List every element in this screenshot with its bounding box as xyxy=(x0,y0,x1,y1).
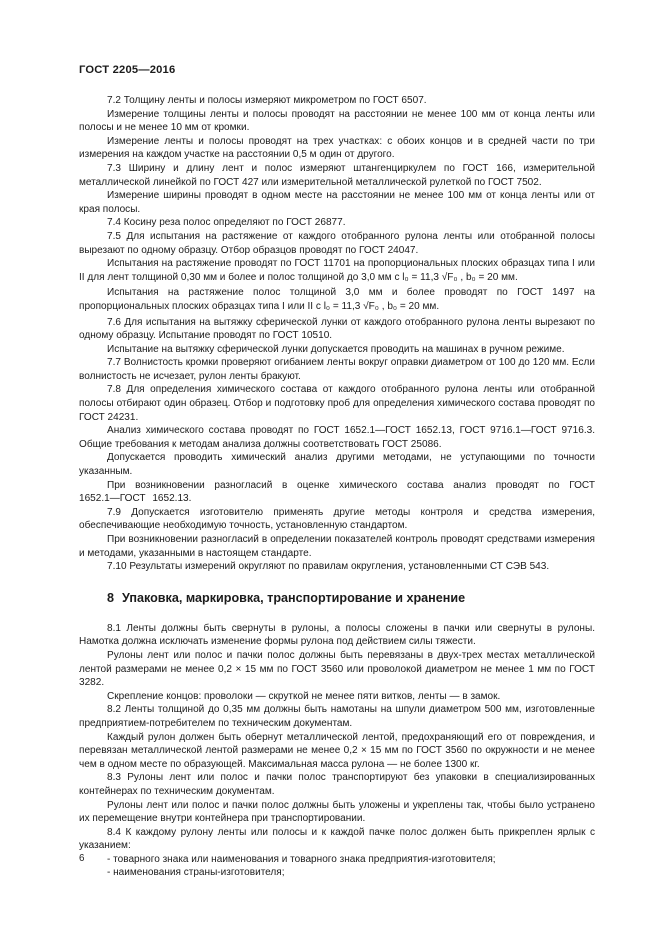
paragraph-7-3-a: Измерение ширины проводят в одном месте на расстоянии не менее 100 мм от конца ленты или от края полосы. xyxy=(79,190,595,215)
paragraph-8-3-a: Рулоны лент или полос и пачки полос должны быть уложены и укреплены так, чтобы было устранено их перемещение внутри контейнера при транспортировании. xyxy=(79,799,595,825)
standard-header: ГОСТ 2205—2016 xyxy=(79,64,176,76)
paragraph-7-8-a: Анализ химического состава проводят по ГОСТ 1652.1—ГОСТ 1652.13, ГОСТ 9716.1—ГОСТ 9716.3. Общие требования к методам анализа должны соответствовать ГОСТ 25086. xyxy=(79,425,595,450)
paragraph-7-10: 7.10 Результаты измерений округляют по правилам округления, установленными СТ СЭВ 543. xyxy=(107,561,550,573)
list-item: - товарного знака или наименования и товарного знака предприятия-изготовителя; xyxy=(107,853,496,865)
paragraph-7-2-b: Измерение ленты и полосы проводят на трех участках: с обоих концов и в средней части по три измерения на каждом участке на расстоянии 0,5 м один от другого. xyxy=(79,135,595,161)
paragraph-7-2: 7.2 Толщину ленты и полосы измеряют микрометром по ГОСТ 6507. xyxy=(107,95,427,106)
paragraph-7-4: 7.4 Косину реза полос определяют по ГОСТ 26877. xyxy=(107,217,346,229)
page-number: 6 xyxy=(79,853,85,864)
paragraph-7-7: 7.7 Волнистость кромки проверяют огибанием ленты вокруг оправки диаметром от 100 до 120 мм. Если волнистость не исчезает, рулон ленты бракуют. xyxy=(79,357,595,382)
paragraph-7-6: 7.6 Для испытания на вытяжку сферической лунки от каждого отобранного рулона ленты вырезают по одному образцу. Испытание проводят по ГОСТ 10510. xyxy=(79,316,595,342)
paragraph-8-1: 8.1 Ленты должны быть свернуты в рулоны, а полосы сложены в пачки или свернуты в рулоны. Намотка должна исключать изменение формы рулона под действием силы тяжести. xyxy=(79,622,595,648)
paragraph-7-5-b: Испытания на растяжение полос толщиной 3,0 мм и более проводят по ГОСТ 1497 на пропорциональных плоских образцах типа I или II с l₀ = 11,3 √F₀ , b₀ = 20 мм. xyxy=(79,287,595,312)
paragraph-7-8-c: При возникновении разногласий в оценке химического состава анализ проводят по ГОСТ 1652.1—ГОСТ 1652.13. xyxy=(79,479,595,505)
paragraph-8-2-a: Каждый рулон должен быть обернут металлической лентой, предохраняющий его от повреждения, и перевязан металлической лентой размерами не менее 0,2 × 15 мм по ГОСТ 3560 по окружности и не менее чем в одном месте по образующей. Максимальная масса рулона — не более 1300 кг. xyxy=(79,731,595,770)
section-8-heading xyxy=(79,590,595,606)
paragraph-8-1-b: Скрепление концов: проволоки — скруткой не менее пяти витков, ленты — в замок. xyxy=(107,690,501,702)
paragraph-8-3: 8.3 Рулоны лент или полос и пачки полос транспортируют без упаковки в специализированных контейнерах по техническим документам. xyxy=(79,772,595,797)
paragraph-7-8: 7.8 Для определения химического состава от каждого отобранного рулона ленты или отобранной полосы отбирают один образец. Отбор и подготовку проб для определения химического состава проводят по ГОСТ 24231. xyxy=(79,384,595,423)
paragraph-8-2: 8.2 Ленты толщиной до 0,35 мм должны быть намотаны на шпули диаметром 500 мм, изготовленные предприятием-потребителем по техническим документам. xyxy=(79,704,595,729)
paragraph-7-5-a: Испытания на растяжение проводят по ГОСТ 11701 на пропорциональных плоских образцах типа I или II для лент толщиной 0,30 мм и более и полос толщиной до 3,0 мм с l₀ = 11,3 √F₀ , b₀ = 20 мм. xyxy=(79,258,595,283)
paragraph-8-1-a: Рулоны лент или полос и пачки полос должны быть перевязаны в двух-трех местах металлической лентой размерами не менее 0,2 × 15 мм по ГОСТ 3560 или проволокой диаметром не менее 1 мм по ГОСТ 3282. xyxy=(79,649,595,689)
paragraph-7-3: 7.3 Ширину и длину лент и полос измеряют штангенциркулем по ГОСТ 166, измерительной металлической линейкой по ГОСТ 427 или измерительной металлической рулеткой по ГОСТ 7502. xyxy=(79,162,595,188)
paragraph-7-9-a: При возникновении разногласий в определении показателей контроль проводят средствами измерения и методами, указанными в настоящем стандарте. xyxy=(79,534,595,559)
paragraph-7-5: 7.5 Для испытания на растяжение от каждого отобранного рулона ленты или отобранной полосы вырезают по одному образцу. Отбор образцов проводят по ГОСТ 24047. xyxy=(79,230,595,256)
paragraph-7-8-b: Допускается проводить химический анализ другими методами, не уступающими по точности указанным. xyxy=(79,452,595,478)
paragraph-7-2-a: Измерение толщины ленты и полосы проводят на расстоянии не менее 100 мм от конца ленты или полосы и не менее 10 мм от кромки. xyxy=(79,108,595,134)
section-number: 8 xyxy=(107,590,115,605)
paragraph-7-6-a: Испытание на вытяжку сферической лунки допускается проводить на машинах в ручном режиме. xyxy=(107,343,565,355)
section-title: Упаковка, маркировка, транспортирование и хранение xyxy=(122,590,466,605)
list-item: - наименования страны-изготовителя; xyxy=(107,867,285,879)
paragraph-8-4: 8.4 К каждому рулону ленты или полосы и к каждой пачке полос должен быть прикреплен ярлык с указанием: xyxy=(79,826,595,852)
document-body xyxy=(79,94,595,880)
paragraph-7-9: 7.9 Допускается изготовителю применять другие методы контроля и средства измерения, обеспечивающие необходимую точность, установленную стандартом. xyxy=(79,506,595,532)
